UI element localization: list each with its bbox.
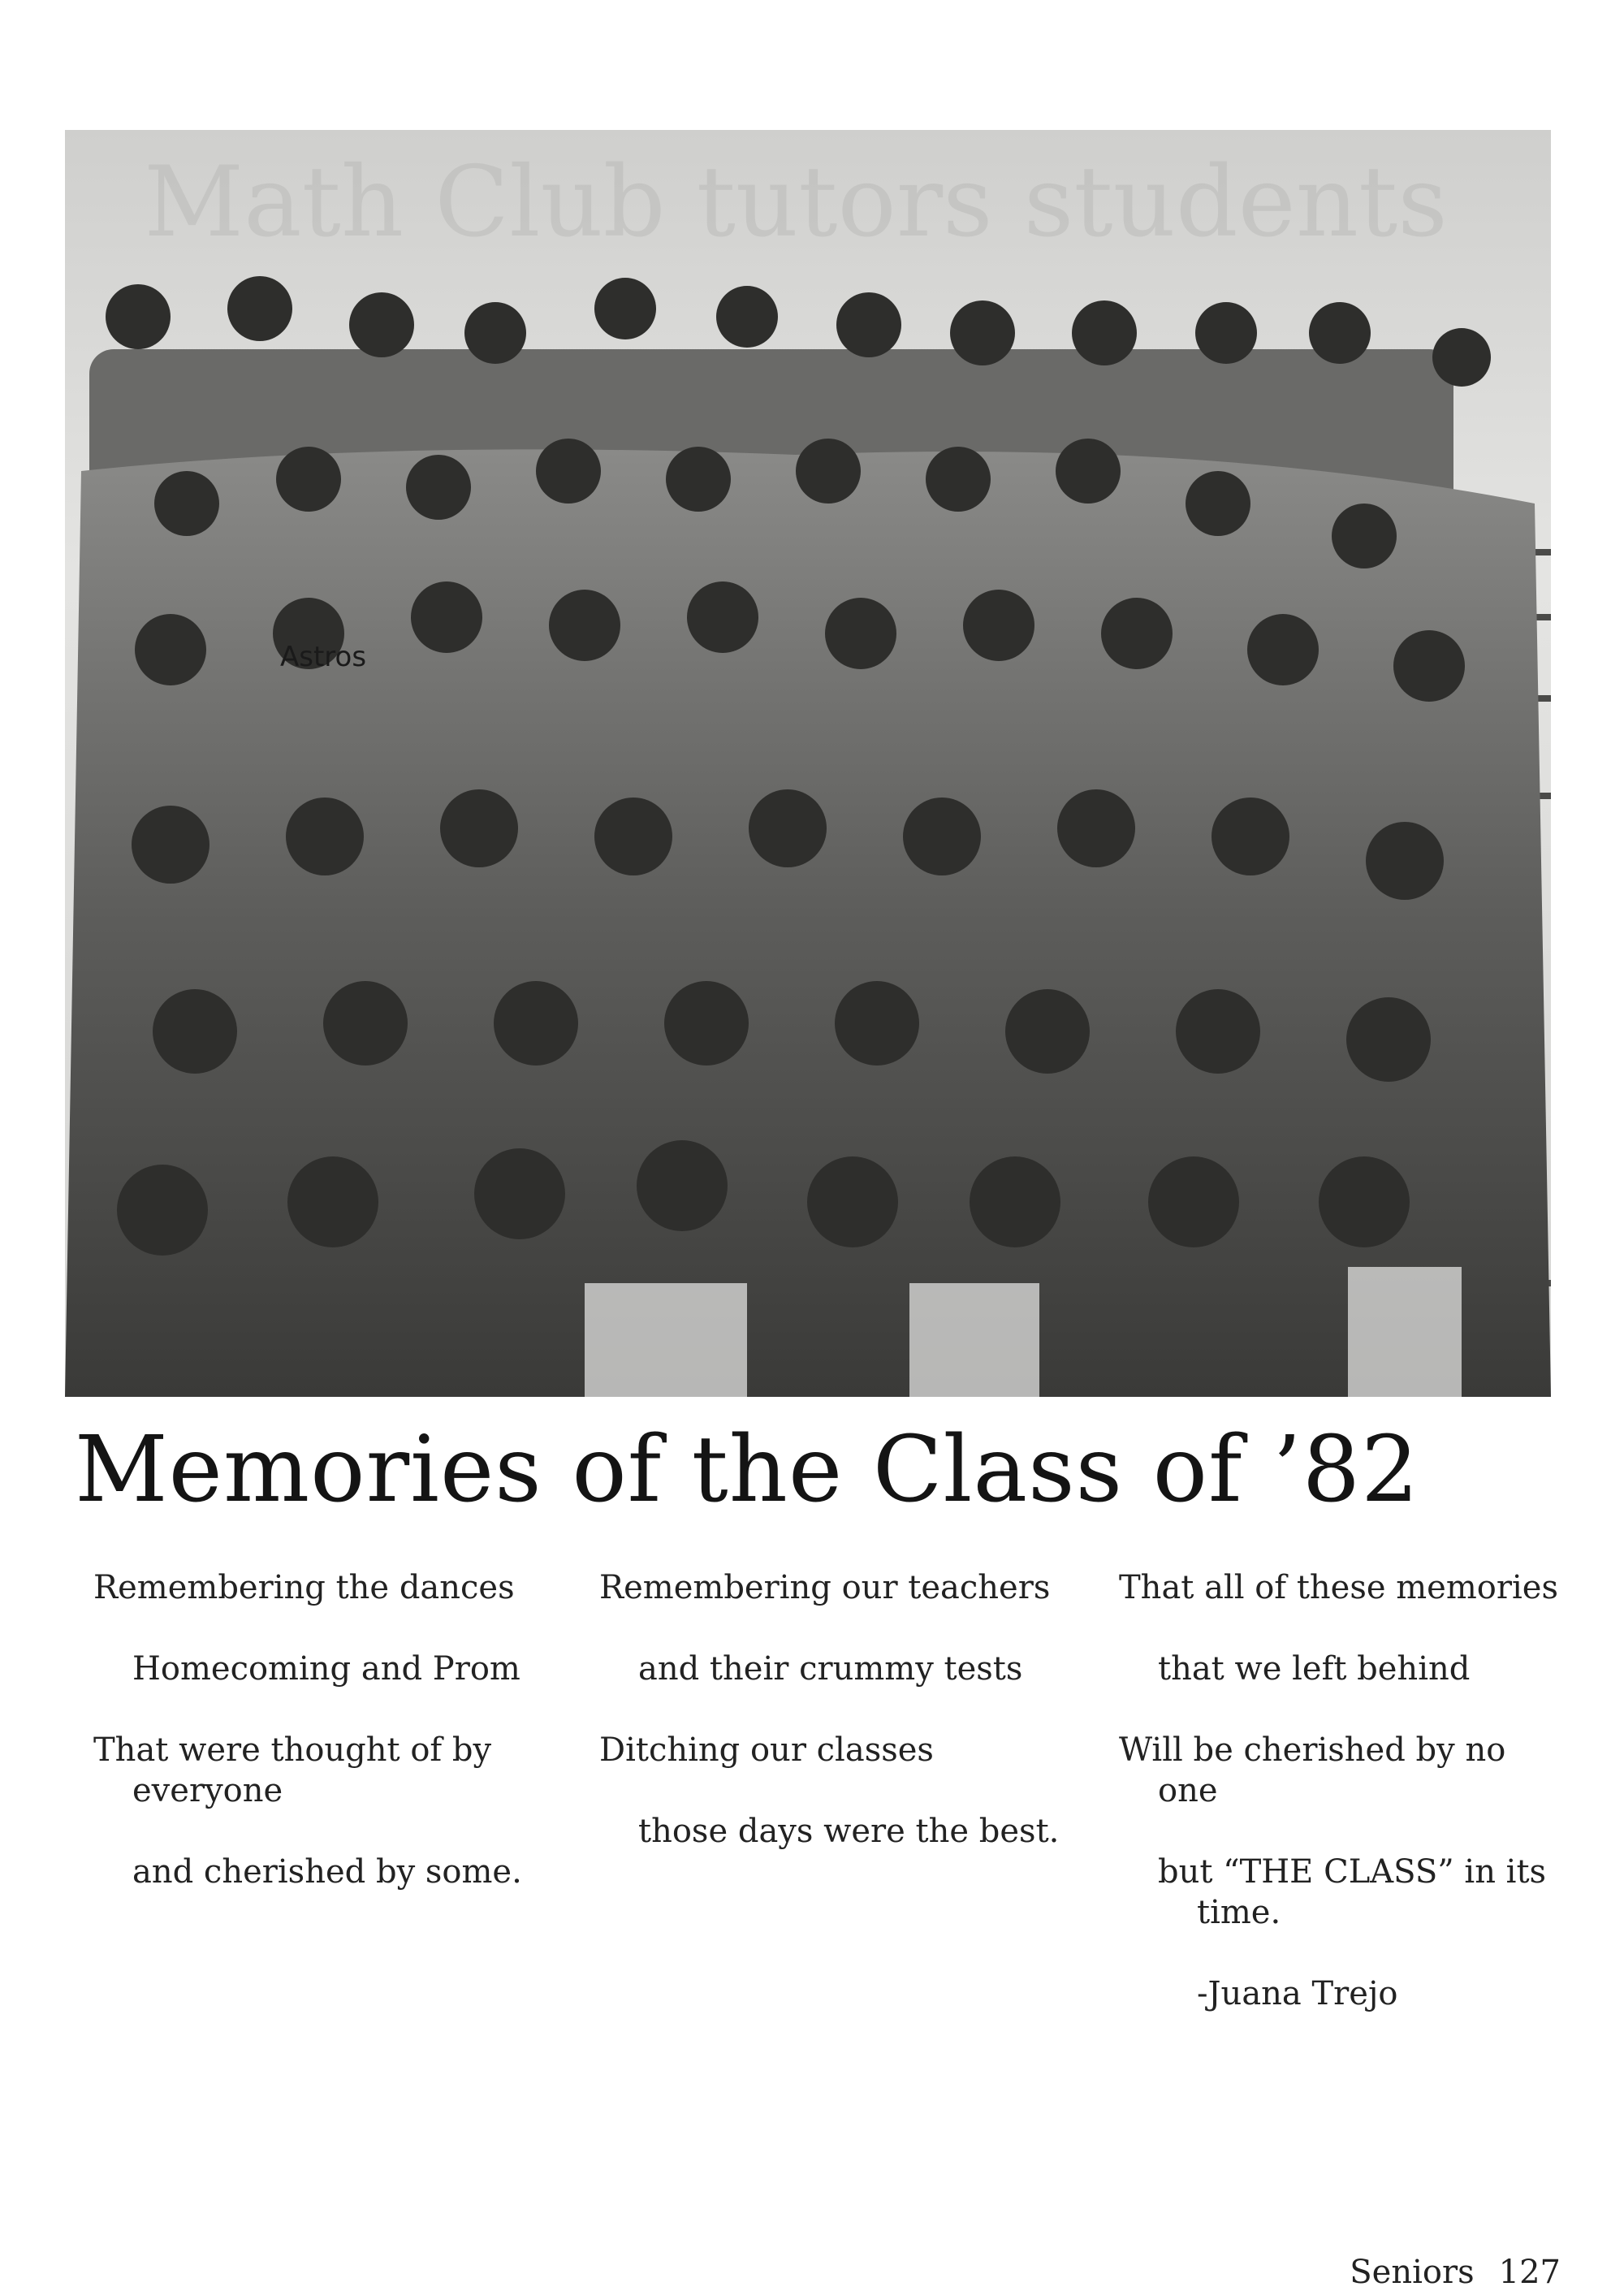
poem-line: and cherished by some. <box>132 1853 522 1891</box>
poem-line: Will be cherished by no <box>1119 1731 1506 1769</box>
poem-line: one <box>1158 1772 1218 1809</box>
poem-line: those days were the best. <box>638 1813 1060 1850</box>
section-label: Seniors <box>1350 2254 1475 2291</box>
poem-line: but “THE CLASS” in its <box>1158 1853 1547 1891</box>
poem-column-3 <box>1119 1567 1574 2014</box>
class-photo <box>65 130 1551 1397</box>
jersey-text: Astros <box>280 641 367 673</box>
crowd-mass <box>65 449 1551 1397</box>
poem-line: that we left behind <box>1158 1650 1471 1688</box>
page-title: Memories of the Class of ’82 <box>75 1417 1420 1523</box>
poem-line: Homecoming and Prom <box>132 1650 520 1688</box>
poem-column-1 <box>93 1567 548 1892</box>
poem-line: everyone <box>132 1772 283 1809</box>
poem-line: That all of these memories <box>1119 1569 1558 1606</box>
poem-line: That were thought of by <box>93 1731 492 1769</box>
poem-line: Remembering the dances <box>93 1569 515 1606</box>
poem-line: Remembering our teachers <box>599 1569 1051 1606</box>
photo-sign-text: Math Club tutors students <box>144 146 1448 259</box>
poem-line: and their crummy tests <box>638 1650 1023 1688</box>
poem-author: -Juana Trejo <box>1197 1975 1398 2012</box>
page-footer <box>1350 2254 1561 2291</box>
page-number: 127 <box>1498 2254 1561 2291</box>
poem-line: Ditching our classes <box>599 1731 934 1769</box>
poem-column-2 <box>599 1567 1070 1852</box>
poem-line: time. <box>1197 1894 1281 1931</box>
